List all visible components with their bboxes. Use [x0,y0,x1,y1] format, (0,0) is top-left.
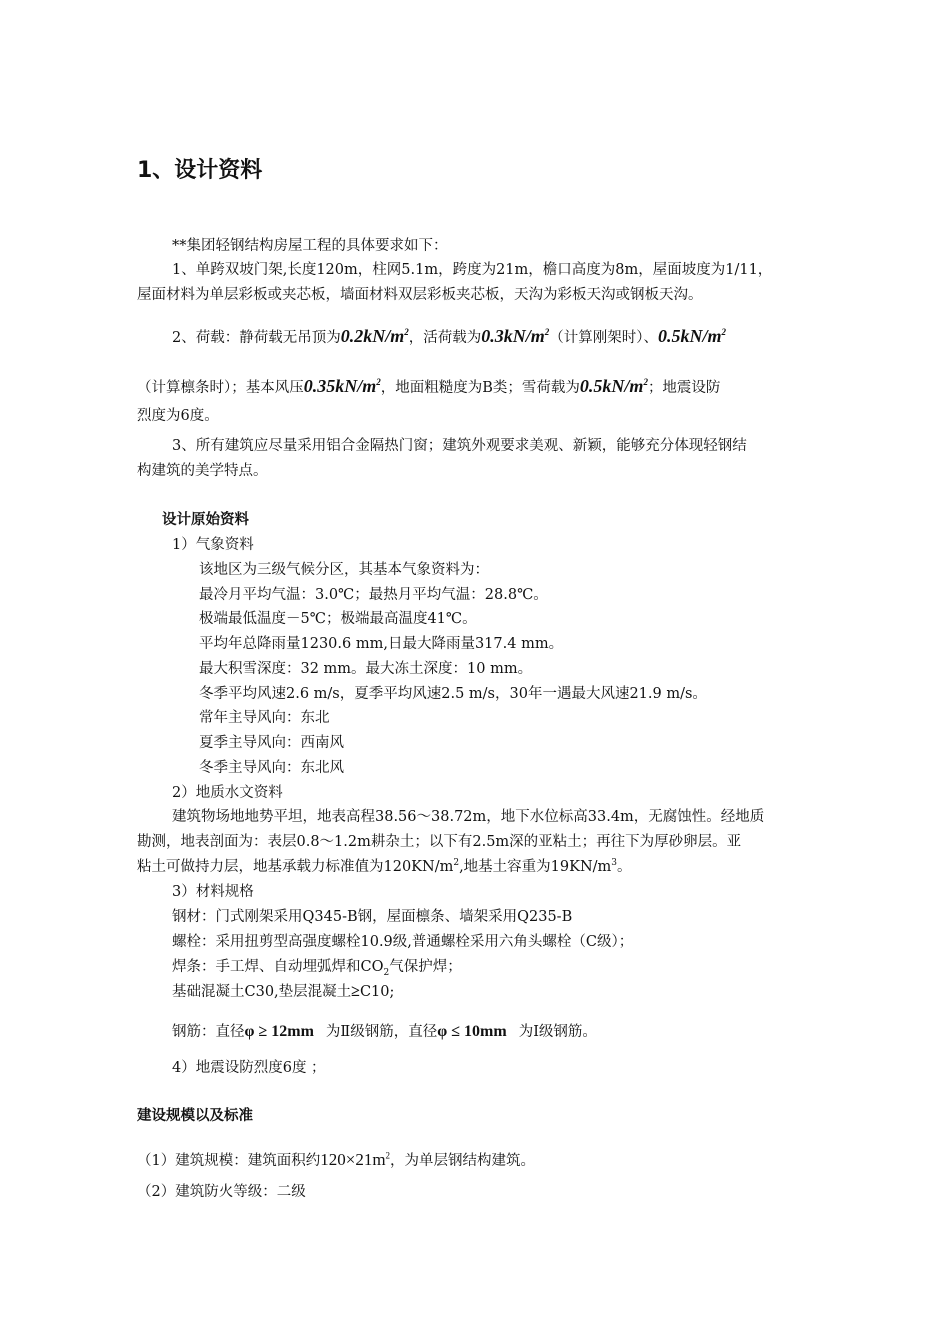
weather-title: 1）气象资料 [172,537,254,553]
weather-line: 夏季主导风向：西南风 [199,735,344,751]
weather-line: 冬季主导风向：东北风 [199,760,344,776]
req1-line-b: 屋面材料为单层彩板或夹芯板，墙面材料双层彩板夹芯板，天沟为彩板天沟或钢板天沟。 [137,287,703,303]
weld-spec: 焊条：手工焊、自动埋弧焊和$CO_2$气保护焊； [172,959,462,978]
steel-spec: 钢材：门式刚架采用Q345-B钢，屋面檩条、墙架采用Q235-B [172,909,573,925]
req2-mid2: （计算刚架时）、 [549,330,659,346]
geology-title: 2）地质水文资料 [172,785,283,801]
req3-line-a: 3、所有建筑应尽量采用铝合金隔热门窗；建筑外观要求美观、新颖，能够充分体现轻钢结 [172,438,747,454]
geology-line-b: 勘测，地表剖面为：表层0.8～1.2m耕杂土；以下有2.5m深的亚粘土；再往下为厚砂卵层。亚 [137,834,742,850]
rebar-diameter-1: φ ≥ 12mm [244,1023,314,1040]
req2-line-c: 烈度为6度。 [137,408,219,424]
area-value: $120\times 21m^2$ [320,1150,391,1169]
req2-lead: 2、荷载：静荷载无吊顶为 [172,330,341,346]
intro-text: **集团轻钢结构房屋工程的具体要求如下： [172,238,448,254]
scale-heading: 建设规模以及标准 [137,1108,253,1124]
weather-line: 常年主导风向：东北 [199,710,330,726]
req1-line-a: 1、单跨双坡门架,长度120m，柱网5.1m，跨度为21m，檐口高度为8m，屋面坡度为1/11， [172,262,773,278]
gte-symbol: ≥ [351,983,360,1000]
scale-item-2: （2）建筑防火等级：二级 [137,1184,306,1200]
req2-line-a [172,326,726,348]
weather-line: 最大积雪深度：32 mm。最大冻土深度：10 mm。 [199,661,533,677]
page-title: 1、设计资料 [137,158,263,183]
weather-line: 平均年总降雨量1230.6 mm,日最大降雨量317.4 mm。 [199,636,564,652]
materials-title: 3）材料规格 [172,884,254,900]
rebar-spec: 钢筋：直径φ ≥ 12mm 为Ⅱ级钢筋，直径φ ≤ 10mm 为Ⅰ级钢筋。 [172,1023,597,1040]
req2-line-b: （计算檩条时）；基本风压$0.35kN/m^2$，地面粗糙度为B类；雪荷载为$0.5kN/m^2$；地震设防 [137,376,721,396]
wind-pressure-value: $0.35kN/m^2$ [303,376,381,396]
req3-line-b: 构建筑的美学特点。 [137,463,268,479]
weather-line: 冬季平均风速2.6 m/s，夏季平均风速2.5 m/s，30年一遇最大风速21.9 m/s。 [199,686,707,702]
weather-line: 极端最低温度－5℃；极端最高温度41℃。 [199,611,477,627]
seismic-spec: 4）地震设防烈度6度 ； [172,1060,326,1076]
original-data-heading: 设计原始资料 [162,512,249,528]
bolt-spec: 螺栓：采用扭剪型高强度螺栓10.9级,普通螺栓采用六角头螺栓（C级）； [172,934,634,950]
req2-mid1: ，活荷载为 [408,330,482,346]
rebar-diameter-2: φ ≤ 10mm [437,1023,507,1040]
weather-line: 该地区为三级气候分区，其基本气象资料为： [199,562,489,578]
geology-line-c: 粘土可做持力层，地基承载力标准值为$120KN/m^2$,地基土容重为$19KN/m^3$。 [137,858,632,875]
dead-load-value: $0.2kN/m^2$ [340,326,409,346]
snow-load-value: $0.5kN/m^2$ [579,376,648,396]
purlin-load-value: $0.5kN/m^2$ [658,326,727,346]
geology-line-a: 建筑物场地地势平坦，地表高程38.56～38.72m，地下水位标高33.4m，无腐蚀性。经地质 [172,809,765,825]
scale-item-1: （1）建筑规模：建筑面积约$120\times 21m^2$，为单层钢结构建筑。 [137,1150,536,1169]
weather-line: 最冷月平均气温：3.0℃；最热月平均气温：28.8℃。 [199,587,548,603]
concrete-spec: 基础混凝土C30,垫层混凝土≥C10; [172,983,395,1000]
live-load-value: $0.3kN/m^2$ [481,326,550,346]
